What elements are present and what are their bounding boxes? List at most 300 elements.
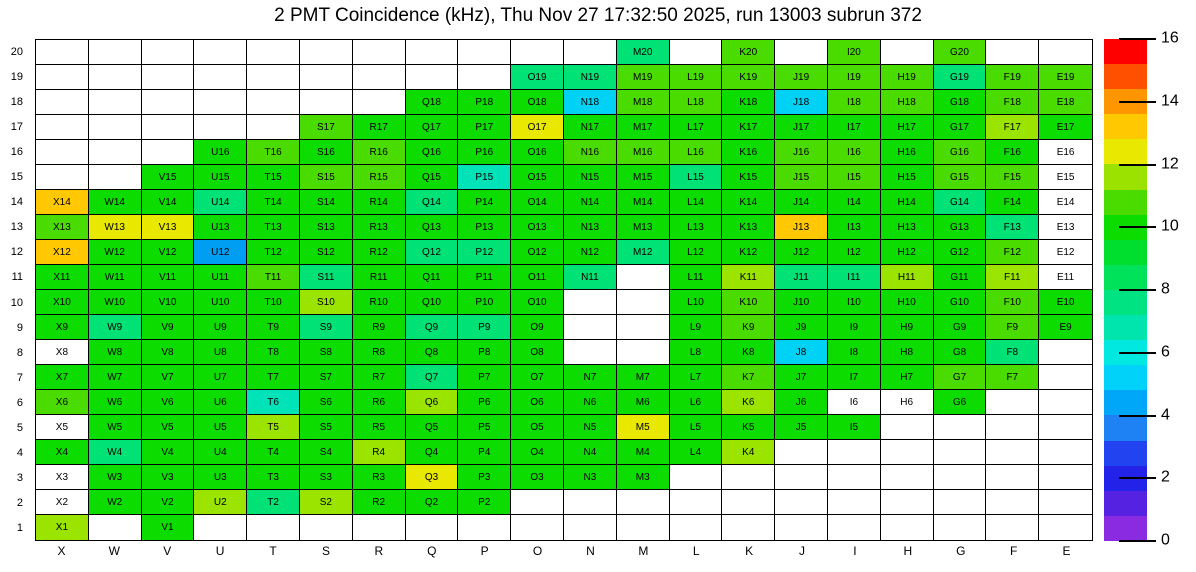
heatmap-cell-label: Q7 — [424, 371, 439, 383]
chart-title: 2 PMT Coincidence (kHz), Thu Nov 27 17:32:50 2025, run 13003 subrun 372 — [274, 5, 922, 26]
heatmap-cell-label: S5 — [319, 421, 332, 433]
heatmap-cell — [564, 290, 617, 315]
heatmap-cell — [89, 90, 142, 115]
heatmap-cell-label: X10 — [53, 296, 71, 308]
heatmap-cell-label: M5 — [635, 421, 650, 433]
x-tick-label: R — [374, 544, 384, 558]
heatmap-cell — [722, 390, 775, 415]
heatmap-cell — [617, 290, 670, 315]
heatmap-cell — [142, 365, 195, 390]
y-tick-label: 10 — [10, 296, 23, 309]
heatmap-cell-label: L7 — [689, 371, 702, 383]
heatmap-cell — [353, 340, 406, 365]
heatmap-cell — [828, 115, 881, 140]
heatmap-cell — [617, 465, 670, 490]
heatmap-cell — [247, 265, 300, 290]
heatmap-cell — [670, 465, 723, 490]
heatmap-cell — [247, 215, 300, 240]
heatmap-cell — [194, 90, 247, 115]
heatmap-cell — [564, 65, 617, 90]
heatmap-cell-label: U10 — [211, 296, 230, 308]
heatmap-cell-label: I14 — [846, 196, 861, 208]
heatmap-cell — [353, 440, 406, 465]
heatmap-cell-label: R10 — [369, 296, 388, 308]
heatmap-cell — [142, 515, 195, 540]
heatmap-cell-label: J5 — [795, 421, 807, 433]
heatmap-cell — [986, 90, 1039, 115]
heatmap-cell-label: N14 — [580, 196, 600, 208]
heatmap-cell-label: X9 — [55, 321, 69, 333]
heatmap-cell — [353, 365, 406, 390]
heatmap-cell — [247, 65, 300, 90]
heatmap-cell-label: U14 — [211, 196, 230, 208]
heatmap-cell-label: N19 — [580, 71, 600, 83]
heatmap-cell-label: V5 — [161, 421, 174, 433]
heatmap-cell — [934, 140, 987, 165]
heatmap-cell — [986, 315, 1039, 340]
heatmap-cell-label: U13 — [211, 221, 230, 233]
heatmap-cell-label: W4 — [107, 446, 123, 458]
x-tick-label: T — [269, 544, 277, 558]
heatmap-cell — [36, 415, 89, 440]
heatmap-cell-label: F10 — [1003, 296, 1021, 308]
heatmap-cell — [564, 515, 617, 540]
heatmap-cell-label: K8 — [742, 346, 755, 358]
heatmap-cell-label: L4 — [689, 446, 702, 458]
x-tick-label: P — [480, 544, 489, 558]
heatmap-cell-label: U15 — [211, 171, 230, 183]
heatmap-cell — [617, 65, 670, 90]
heatmap-cell — [775, 240, 828, 265]
heatmap-cell-label: X3 — [55, 471, 69, 483]
heatmap-cell-label: H6 — [900, 396, 914, 408]
heatmap-cell — [300, 90, 353, 115]
heatmap-cell-label: S15 — [316, 171, 335, 183]
heatmap-cell — [353, 115, 406, 140]
heatmap-cell — [564, 90, 617, 115]
heatmap-cell — [934, 440, 987, 465]
heatmap-cell-label: K9 — [742, 321, 755, 333]
heatmap-cell — [564, 465, 617, 490]
heatmap-cell — [986, 465, 1039, 490]
heatmap-cell — [300, 115, 353, 140]
heatmap-cell — [881, 515, 934, 540]
heatmap-cell — [1039, 465, 1092, 490]
heatmap-cell — [194, 465, 247, 490]
heatmap-cell — [986, 440, 1039, 465]
heatmap-cell-label: G15 — [950, 171, 969, 183]
colorbar-tick-label: 16 — [1161, 29, 1179, 47]
heatmap-cell-label: N17 — [580, 121, 600, 133]
x-tick-label: V — [163, 544, 172, 558]
heatmap-cell — [1039, 90, 1092, 115]
heatmap-cell-label: K5 — [742, 421, 755, 433]
colorbar-tick — [1119, 540, 1156, 542]
colorbar-band — [1104, 265, 1147, 290]
y-tick-label: 8 — [16, 346, 23, 359]
heatmap-cell — [247, 115, 300, 140]
heatmap-cell — [828, 340, 881, 365]
heatmap-cell — [564, 40, 617, 65]
heatmap-cell — [775, 415, 828, 440]
heatmap-cell-label: G12 — [950, 246, 969, 258]
heatmap-cell — [722, 515, 775, 540]
heatmap-cell-label: L16 — [687, 146, 704, 158]
heatmap-cell-label: H11 — [897, 271, 916, 283]
heatmap-cell — [881, 90, 934, 115]
heatmap-cell — [194, 215, 247, 240]
heatmap-cell-label: F17 — [1003, 121, 1021, 133]
heatmap-cell-label: O9 — [530, 321, 544, 333]
heatmap-cell-label: O13 — [527, 221, 547, 233]
heatmap-cell-label: N18 — [580, 96, 600, 108]
y-tick-label: 12 — [10, 246, 23, 259]
heatmap-cell — [406, 115, 459, 140]
heatmap-cell — [353, 315, 406, 340]
heatmap-cell-label: K20 — [739, 46, 758, 58]
heatmap-cell-label: J12 — [793, 246, 810, 258]
heatmap-cell — [934, 315, 987, 340]
heatmap-cell — [670, 165, 723, 190]
heatmap-cell — [722, 140, 775, 165]
heatmap-cell-label: P2 — [478, 496, 491, 508]
x-tick-label: E — [1062, 544, 1071, 558]
heatmap-cell — [194, 490, 247, 515]
heatmap-cell — [89, 240, 142, 265]
heatmap-cell — [300, 40, 353, 65]
heatmap-cell — [36, 215, 89, 240]
heatmap-cell-label: W14 — [104, 196, 125, 208]
heatmap-cell — [194, 190, 247, 215]
y-tick-label: 11 — [11, 271, 23, 284]
heatmap-cell — [564, 265, 617, 290]
heatmap-cell-label: J15 — [793, 171, 810, 183]
heatmap-cell — [458, 140, 511, 165]
heatmap-cell-label: T4 — [267, 446, 279, 458]
heatmap-cell — [247, 315, 300, 340]
heatmap-cell-label: Q9 — [424, 321, 439, 333]
heatmap-cell — [89, 265, 142, 290]
heatmap-cell-label: S10 — [316, 296, 335, 308]
heatmap-cell — [1039, 365, 1092, 390]
heatmap-cell — [36, 315, 89, 340]
heatmap-cell — [300, 365, 353, 390]
colorbar-band — [1104, 240, 1147, 265]
heatmap-cell — [934, 465, 987, 490]
heatmap-cell — [300, 390, 353, 415]
heatmap-cell-label: H13 — [897, 221, 916, 233]
heatmap-cell — [194, 240, 247, 265]
heatmap-cell — [617, 490, 670, 515]
heatmap-cell — [89, 190, 142, 215]
heatmap-cell — [617, 415, 670, 440]
heatmap-cell — [142, 415, 195, 440]
heatmap-cell — [1039, 190, 1092, 215]
heatmap-cell — [36, 40, 89, 65]
heatmap-cell-label: V6 — [161, 396, 174, 408]
heatmap-cell — [406, 265, 459, 290]
heatmap-cell — [934, 365, 987, 390]
heatmap-cell — [670, 315, 723, 340]
heatmap-cell — [353, 465, 406, 490]
heatmap-cell-label: W2 — [107, 496, 123, 508]
heatmap-cell-label: W13 — [104, 221, 125, 233]
heatmap-cell-label: N15 — [580, 171, 600, 183]
heatmap-cell — [1039, 515, 1092, 540]
heatmap-cell — [828, 490, 881, 515]
heatmap-cell — [617, 390, 670, 415]
y-tick-label: 19 — [10, 70, 23, 83]
heatmap-cell-label: H9 — [900, 321, 914, 333]
heatmap-cell-label: P17 — [475, 121, 494, 133]
heatmap-cell-label: R3 — [372, 471, 386, 483]
y-tick-label: 18 — [10, 95, 23, 108]
y-tick-label: 20 — [10, 45, 23, 58]
heatmap-cell-label: E10 — [1056, 296, 1075, 308]
heatmap-cell-label: J8 — [795, 346, 807, 358]
heatmap-cell — [406, 240, 459, 265]
heatmap-cell-label: X1 — [55, 522, 69, 533]
heatmap-cell — [881, 365, 934, 390]
colorbar-tick — [1119, 415, 1156, 417]
heatmap-cell-label: G17 — [950, 121, 969, 133]
heatmap-cell-label: R12 — [369, 246, 388, 258]
heatmap-cell — [142, 465, 195, 490]
colorbar-band — [1104, 390, 1147, 415]
heatmap-cell — [353, 165, 406, 190]
colorbar-tick-label: 2 — [1161, 468, 1170, 486]
colorbar-tick — [1119, 289, 1156, 291]
heatmap-cell — [986, 490, 1039, 515]
heatmap-cell-label: T6 — [267, 396, 279, 408]
heatmap-cell — [1039, 290, 1092, 315]
heatmap-cell — [194, 315, 247, 340]
heatmap-cell — [1039, 390, 1092, 415]
heatmap-cell-label: R14 — [369, 196, 388, 208]
heatmap-cell — [986, 40, 1039, 65]
heatmap-cell — [247, 490, 300, 515]
heatmap-cell-label: N11 — [581, 271, 599, 283]
heatmap-cell-label: H10 — [897, 296, 916, 308]
heatmap-cell — [986, 190, 1039, 215]
heatmap-cell-label: G16 — [950, 146, 969, 158]
heatmap-cell-label: P10 — [475, 296, 494, 308]
heatmap-cell-label: O18 — [527, 96, 547, 108]
heatmap-cell — [828, 140, 881, 165]
heatmap-cell-label: U2 — [213, 496, 227, 508]
heatmap-cell-label: V7 — [161, 371, 174, 383]
heatmap-cell — [458, 190, 511, 215]
heatmap-cell — [458, 315, 511, 340]
heatmap-cell-label: H18 — [897, 96, 916, 108]
heatmap-cell-label: O5 — [530, 421, 544, 433]
heatmap-cell-label: P4 — [478, 446, 491, 458]
heatmap-cell — [775, 365, 828, 390]
heatmap-cell — [36, 340, 89, 365]
heatmap-cell-label: K16 — [739, 146, 758, 158]
colorbar-band — [1104, 441, 1147, 466]
heatmap-cell-label: W8 — [107, 346, 123, 358]
heatmap-cell-label: J9 — [795, 321, 807, 333]
heatmap-cell-label: R5 — [372, 421, 386, 433]
heatmap-cell — [36, 390, 89, 415]
heatmap-cell-label: G18 — [950, 96, 969, 108]
heatmap-cell-label: T12 — [264, 246, 282, 258]
heatmap-cell — [722, 165, 775, 190]
x-tick-label: O — [532, 544, 543, 558]
heatmap-cell — [881, 465, 934, 490]
heatmap-cell — [194, 265, 247, 290]
heatmap-cell-label: I10 — [846, 296, 861, 308]
colorbar-band — [1104, 114, 1147, 139]
heatmap-cell — [142, 315, 195, 340]
x-tick-label: H — [903, 544, 913, 558]
heatmap-cell-label: K6 — [742, 396, 755, 408]
heatmap-cell-label: S16 — [316, 146, 335, 158]
heatmap-cell-label: K17 — [739, 121, 758, 133]
heatmap-cell — [670, 415, 723, 440]
heatmap-cell — [36, 515, 89, 540]
heatmap-cell — [1039, 415, 1092, 440]
heatmap-cell-label: S6 — [319, 396, 332, 408]
colorbar-tick-label: 10 — [1161, 217, 1179, 235]
heatmap-cell-label: M14 — [632, 196, 653, 208]
heatmap-cell — [300, 265, 353, 290]
heatmap-cell — [36, 490, 89, 515]
heatmap-cell — [881, 190, 934, 215]
heatmap-cell — [828, 215, 881, 240]
heatmap-cell — [775, 340, 828, 365]
x-tick-label: L — [692, 544, 700, 558]
heatmap-cell-label: L5 — [689, 421, 702, 433]
heatmap-cell — [986, 340, 1039, 365]
heatmap-cell — [36, 290, 89, 315]
heatmap-cell — [881, 490, 934, 515]
colorbar-band — [1104, 315, 1147, 340]
heatmap-cell — [406, 315, 459, 340]
heatmap-cell-label: R6 — [372, 396, 386, 408]
heatmap-cell — [670, 190, 723, 215]
heatmap-cell-label: Q11 — [422, 271, 441, 283]
heatmap-cell — [36, 265, 89, 290]
heatmap-cell — [828, 390, 881, 415]
heatmap-cell — [406, 515, 459, 540]
heatmap-cell-label: X4 — [55, 446, 69, 458]
heatmap-cell-label: L13 — [687, 221, 704, 233]
heatmap-cell — [564, 415, 617, 440]
heatmap-cell-label: I15 — [846, 171, 861, 183]
heatmap-cell — [300, 240, 353, 265]
heatmap-cell — [617, 340, 670, 365]
heatmap-cell — [775, 390, 828, 415]
heatmap-cell — [934, 415, 987, 440]
y-tick-label: 2 — [16, 497, 23, 510]
heatmap-cell — [458, 415, 511, 440]
heatmap-cell — [934, 240, 987, 265]
heatmap-cell-label: L10 — [687, 296, 704, 308]
heatmap-cell-label: M3 — [635, 471, 650, 483]
heatmap-cell — [617, 315, 670, 340]
heatmap-cell-label: W10 — [104, 296, 125, 308]
heatmap-cell — [300, 490, 353, 515]
heatmap-cell — [1039, 240, 1092, 265]
x-tick-label: M — [638, 544, 649, 558]
heatmap-cell — [89, 215, 142, 240]
heatmap-cell-label: X11 — [53, 271, 71, 283]
heatmap-cell-label: P6 — [478, 396, 491, 408]
heatmap-cell — [670, 490, 723, 515]
heatmap-cell-label: E14 — [1056, 196, 1075, 208]
heatmap-cell — [194, 65, 247, 90]
heatmap-cell — [458, 215, 511, 240]
heatmap-cell — [934, 40, 987, 65]
heatmap-cell-label: J19 — [793, 71, 810, 83]
heatmap-cell-label: Q17 — [422, 121, 441, 133]
heatmap-cell-label: J7 — [795, 371, 807, 383]
heatmap-cell-label: T5 — [267, 421, 279, 433]
heatmap-cell-label: W3 — [107, 471, 123, 483]
colorbar-band — [1104, 64, 1147, 89]
heatmap-cell — [670, 440, 723, 465]
heatmap-cell — [36, 190, 89, 215]
heatmap-cell — [406, 65, 459, 90]
heatmap-cell — [406, 40, 459, 65]
heatmap-cell-label: H12 — [897, 246, 916, 258]
heatmap-cell — [670, 365, 723, 390]
heatmap-cell — [986, 290, 1039, 315]
heatmap-cell — [828, 65, 881, 90]
y-tick-label: 14 — [10, 196, 23, 209]
heatmap-cell — [511, 40, 564, 65]
heatmap-cell-label: K11 — [739, 271, 757, 283]
heatmap-cell — [934, 515, 987, 540]
heatmap-cell — [670, 140, 723, 165]
y-tick-label: 3 — [16, 472, 23, 485]
heatmap-cell — [36, 465, 89, 490]
heatmap-cell — [828, 240, 881, 265]
heatmap-cell — [353, 40, 406, 65]
heatmap-cell — [511, 90, 564, 115]
heatmap-cell — [458, 490, 511, 515]
heatmap-cell — [194, 365, 247, 390]
heatmap-cell — [458, 165, 511, 190]
heatmap-cell-label: H19 — [897, 71, 916, 83]
heatmap-cell — [353, 515, 406, 540]
heatmap-cell-label: H8 — [900, 346, 914, 358]
heatmap-cell — [881, 415, 934, 440]
heatmap-cell-label: I9 — [849, 321, 859, 333]
y-tick-label: 15 — [10, 171, 23, 184]
heatmap-cell-label: K15 — [739, 171, 758, 183]
heatmap-cell-label: G20 — [950, 46, 969, 58]
heatmap-cell — [406, 190, 459, 215]
heatmap-cell — [247, 290, 300, 315]
heatmap-cell — [775, 190, 828, 215]
heatmap-cell — [406, 90, 459, 115]
heatmap-cell — [300, 515, 353, 540]
heatmap-cell — [142, 40, 195, 65]
heatmap-cell — [36, 90, 89, 115]
y-tick-label: 13 — [10, 221, 23, 234]
heatmap-cell-label: H14 — [897, 196, 916, 208]
heatmap-cell — [194, 165, 247, 190]
heatmap-cell — [247, 390, 300, 415]
heatmap-cell — [775, 215, 828, 240]
heatmap-cell — [881, 290, 934, 315]
heatmap-cell-label: W9 — [107, 321, 123, 333]
heatmap-cell — [353, 65, 406, 90]
heatmap-cell — [36, 140, 89, 165]
